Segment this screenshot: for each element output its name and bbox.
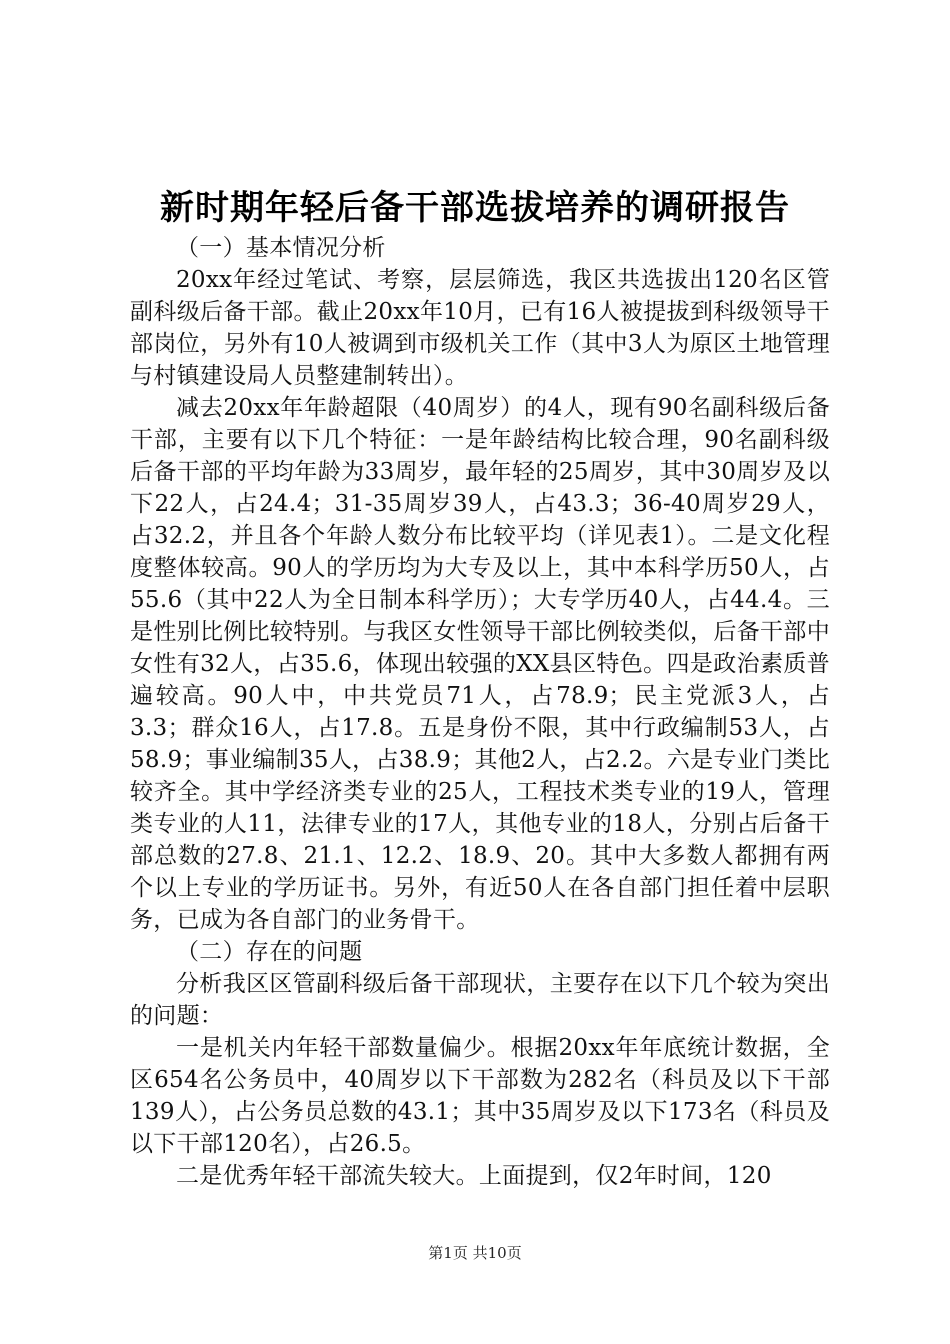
paragraph: 一是机关内年轻干部数量偏少。根据20xx年年底统计数据，全区654名公务员中，40周岁以下干部数为282名（科员及以下干部139人），占公务员总数的43.1；其中35周岁及以下173名（科员及以下干部120名），占26.5。 xyxy=(130,1035,830,1157)
document-title: 新时期年轻后备干部选拔培养的调研报告 xyxy=(160,188,790,228)
page-number: 第1页 共10页 xyxy=(428,1244,522,1262)
paragraph: 减去20xx年年龄超限（40周岁）的4人，现有90名副科级后备干部，主要有以下几个特征：一是年龄结构比较合理，90名副科级后备干部的平均年龄为33周岁，最年轻的25周岁，其中30周岁及以下22人，占24.4；31-35周岁39人，占43.3；36-40周岁29人，占32.2，并且各个年龄人数分布比较平均（详见表1）。二是文化程度整体较高。90人的学历均为大专及以上，其中本科学历50人，占55.6（其中22人为全日制本科学历）；大专学历40人，占44.4。三是性别比例比较特别。与我区女性领导干部比例较类似，后备干部中女性有32人，占35.6，体现出较强的XX县区特色。四是政治素质普遍较高。90人中，中共党员71人，占78.9；民主党派3人，占3.3；群众16人，占17.8。五是身份不限，其中行政编制53人，占58.9；事业编制35人，占38.9；其他2人，占2.2。六是专业门类比较齐全。其中学经济类专业的25人，工程技术类专业的19人，管理类专业的人11，法律专业的17人，其他专业的18人，分别占后备干部总数的27.8、21.1、12.2、18.9、20。其中大多数人都拥有两个以上专业的学历证书。另外，有近50人在各自部门担任着中层职务，已成为各自部门的业务骨干。 xyxy=(130,395,830,933)
section-heading-problems: （二）存在的问题 xyxy=(176,939,363,965)
paragraph: 分析我区区管副科级后备干部现状，主要存在以下几个较为突出的问题： xyxy=(130,971,830,1029)
page-footer xyxy=(0,1243,950,1263)
paragraph: 20xx年经过笔试、考察，层层筛选，我区共选拔出120名区管副科级后备干部。截止20xx年10月，已有16人被提拔到科级领导干部岗位，另外有10人被调到市级机关工作（其中3人为原区土地管理与村镇建设局人员整建制转出）。 xyxy=(130,267,830,389)
section-heading-basic: （一）基本情况分析 xyxy=(176,235,386,261)
paragraph: 二是优秀年轻干部流失较大。上面提到，仅2年时间，120 xyxy=(176,1163,772,1189)
document-body xyxy=(130,232,830,1192)
